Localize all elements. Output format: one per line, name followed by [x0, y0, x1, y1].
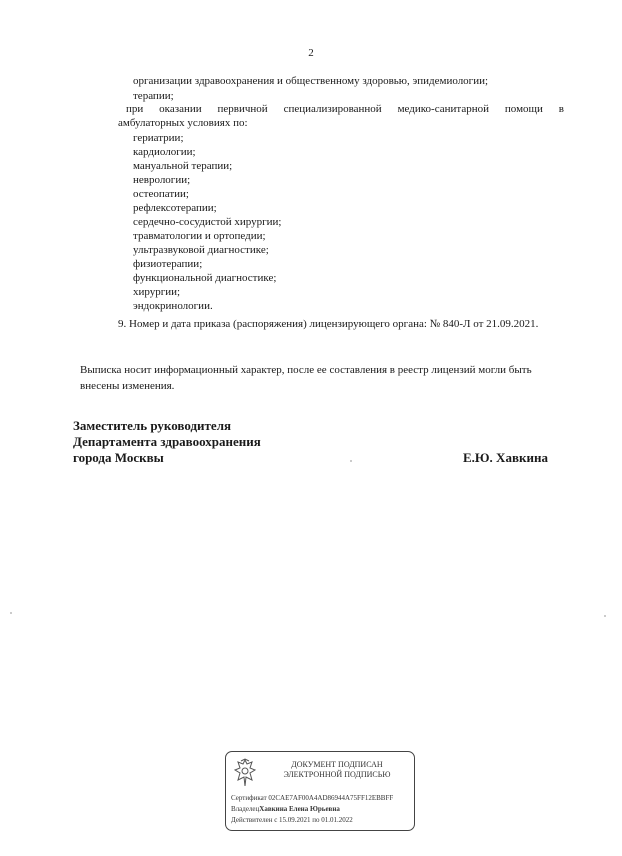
specialty-item: остеопатии; [133, 188, 189, 200]
signature-title-line: Департамента здравоохранения [73, 434, 261, 449]
specialty-item: неврологии; [133, 174, 191, 186]
stamp-owner-label: Владелец [231, 805, 260, 813]
list-line: организации здравоохранения и общественному здоровью, эпидемиологии; [133, 75, 489, 87]
stamp-title-line1: ДОКУМЕНТ ПОДПИСАН [291, 760, 383, 769]
signer-name: Е.Ю. Хавкина [463, 450, 548, 465]
stamp-validity: Действителен с 15.09.2021 по 01.01.2022 [231, 816, 353, 824]
signature-title-line: Заместитель руководителя [73, 418, 232, 433]
specialty-item: рефлексотерапии; [133, 202, 217, 214]
specialty-item: хирургии; [133, 286, 181, 298]
specialty-item: мануальной терапии; [133, 160, 233, 172]
order-line: 9. Номер и дата приказа (распоряжения) лицензирующего органа: № 840-Л от 21.09.2021. [118, 318, 539, 330]
specialty-item: эндокринологии. [133, 300, 213, 312]
specialty-item: функциональной диагностике; [133, 272, 277, 284]
specialty-item: ультразвуковой диагностике; [133, 244, 269, 256]
informational-note: Выписка носит информационный характер, после ее составления в реестр лицензий могли быть внесены изменения. [80, 364, 532, 392]
scan-speck [350, 460, 352, 462]
scan-speck [10, 612, 12, 614]
stamp-owner [231, 805, 340, 814]
specialty-item: гериатрии; [133, 132, 184, 144]
specialty-item: кардиологии; [133, 146, 196, 158]
specialty-item: сердечно-сосудистой хирургии; [133, 216, 282, 228]
specialty-item: физиотерапии; [133, 258, 203, 270]
coat-of-arms-icon [232, 758, 258, 788]
e-signature-stamp [225, 751, 415, 831]
signature-title-line: города Москвы [73, 450, 164, 465]
scan-speck [604, 615, 606, 617]
page-number: 2 [308, 47, 314, 59]
list-line: терапии; [133, 90, 174, 102]
outpatient-intro-line1: при оказании первичной специализированной медико-санитарной помощи в [126, 103, 564, 115]
stamp-title-line2: ЭЛЕКТРОННОЙ ПОДПИСЬЮ [283, 770, 391, 779]
stamp-certificate: Сертификат 02CAE7AF00A4AD86944A75FF12EBBFF [231, 794, 394, 802]
outpatient-intro-line2: амбулаторных условиях по: [118, 117, 248, 129]
stamp-title [262, 760, 412, 780]
stamp-owner-name: Хавкина Елена Юрьевна [259, 805, 340, 813]
specialty-item: травматологии и ортопедии; [133, 230, 266, 242]
signature-block [73, 418, 261, 466]
